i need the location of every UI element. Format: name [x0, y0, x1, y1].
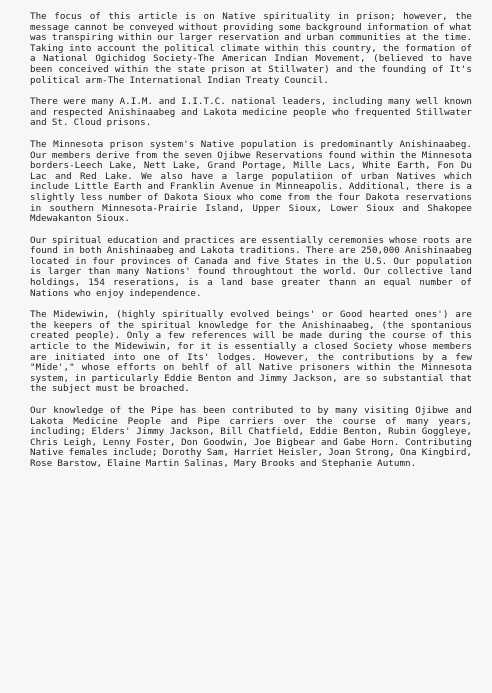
paragraph-midewiwin: The Midewiwin, (highly spiritually evolved beings' or Good hearted ones') are the keepers of the spiritual knowledge for the Anishinaabeg, (the spontanious created people). Only a few references will be made during the course of this article to the Midewiwin, for it is essentially a closed Society whose members are initiated into one of Its' lodges. However, the contributions by a few "Mide'," whose efforts on behlf of all Native prisoners within the Minnesota system, in particularly Eddie Benton and Jimmy Jackson, are so substantial that the subject must be broached. — [30, 309, 472, 395]
paragraph-prison-population: The Minnesota prison system's Native population is predominantly Anishinaabeg. Our members derive from the seven Ojibwe Reservations found within the Minnesota borders-Leech Lake, Nett Lake, Grand Portage, Mille Lacs, White Earth, Fon Du Lac and Red Lake. We also have a large populatiion of urban Natives which include Little Earth and Franklin Avenue in Minneapolis. Additional, there is a slightly less number of Dakota Sioux who come from the four Dakota reservations in southern Minnesota-Prairie Island, Upper Sioux, Lower Sioux and Shakopee Mdewakanton Sioux. — [30, 138, 472, 225]
paragraph-knowledge-of-pipe: Our knowledge of the Pipe has been contributed to by many visiting Ojibwe and Lakota Medicine People and Pipe carriers over the course of many years, including; Elders' Jimmy Jackson, Bill Chatfield, Eddie Benton, Rubin Goggleye, Chris Leigh, Lenny Foster, Don Goodwin, Joe Bigbear and Gabe Horn. Contributing Native females include; Dorothy Sam, Harriet Heisler, Joan Strong, Ona Kingbird, Rose Barstow, Elaine Martin Salinas, Mary Brooks and Stephanie Autumn. — [30, 405, 472, 469]
paragraph-focus-of-article: The focus of this article is on Native spirituality in prison; however, the message cannot be conveyed without providing some background information of what was transpiring within our larger reservation and urban communities at the time. Taking into account the political climate within this country, the formation of a National Ogichidog Society-The American Indian Movement, (believed to have been conceived within the state prison at Stillwater) and the founding of It's political arm-The International Indian Treaty Council. — [30, 11, 472, 86]
paragraph-spiritual-education: Our spiritual education and practices are essentially ceremonies whose roots are found in both Anishinaabeg and Lakota traditions. There are 250,000 Anishinaabeg located in four provinces of Canada and five States in the U.S. Our population is larger than many Nations' found throughtout the world. Our collective land holdings, 154 reserations, is a land base greater thann an equal number of Nations who enjoy independence. — [30, 234, 472, 299]
paragraph-aim-leaders: There were many A.I.M. and I.I.T.C. national leaders, including many well known and respected Anishinaabeg and Lakota medicine people who frequented Stillwater and St. Cloud prisons. — [30, 96, 472, 129]
